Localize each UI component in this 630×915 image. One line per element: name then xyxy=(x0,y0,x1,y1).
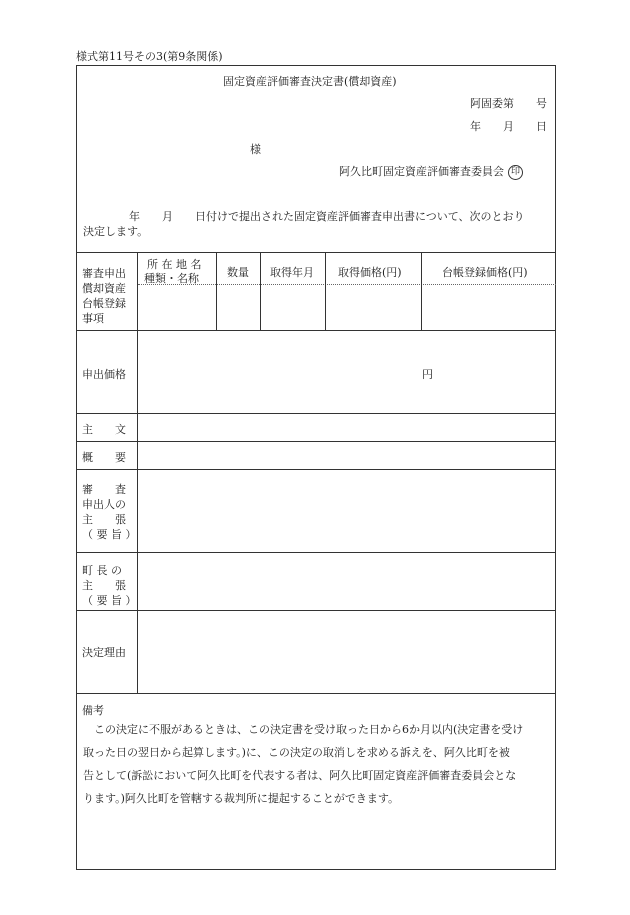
form-number: 様式第11号その3(第9条関係) xyxy=(76,50,223,63)
addressee-suffix: 様 xyxy=(250,143,261,156)
intro-line-1: 年 月 日付けで提出された固定資産評価審査申出書について、次のとおり xyxy=(129,210,525,223)
rule-summary-bottom xyxy=(76,469,556,470)
rule-col-location xyxy=(216,252,217,330)
label-claim-line1: 審 査 xyxy=(82,483,126,496)
header-acquired-date: 取得年月 xyxy=(270,266,314,279)
label-asset-line2: 償却資産 xyxy=(82,282,126,295)
header-ledger-price: 台帳登録価格(円) xyxy=(442,266,528,279)
remarks-line: ります。)阿久比町を管轄する裁判所に提起することができます。 xyxy=(83,792,400,805)
remarks-line: 告として(訴訟において阿久比町を代表する者は、阿久比町固定資産評価審査委員会とな xyxy=(83,769,517,782)
rule-asset-top xyxy=(76,252,556,253)
seal-stamp: 印 xyxy=(508,165,523,180)
header-quantity: 数量 xyxy=(227,266,249,279)
rule-claim-bottom xyxy=(76,552,556,553)
header-acquired-price: 取得価格(円) xyxy=(338,266,402,279)
header-location-line2: 種類・名称 xyxy=(144,272,199,285)
label-mayor-line3: （ 要 旨 ） xyxy=(82,594,137,607)
label-decision-reason: 決定理由 xyxy=(82,646,126,659)
rule-reason-bottom xyxy=(76,693,556,694)
label-asset-line3: 台帳登録 xyxy=(82,297,126,310)
label-asset-line1: 審査申出 xyxy=(82,267,126,280)
rule-col-quantity xyxy=(260,252,261,330)
remarks-line: 取った日の翌日から起算します。)に、この決定の取消しを求める訴えを、阿久比町を被 xyxy=(83,746,510,759)
label-summary: 概 要 xyxy=(82,451,126,464)
rule-asset-bottom xyxy=(76,330,556,331)
label-claim-line4: （ 要 旨 ） xyxy=(82,528,137,541)
rule-label-column xyxy=(137,252,138,693)
label-mayor-line1: 町 長 の xyxy=(82,564,122,577)
label-main-text: 主 文 xyxy=(82,423,126,436)
rule-col-acquired xyxy=(325,252,326,330)
label-asset-line4: 事項 xyxy=(82,312,104,325)
rule-asset-dotted xyxy=(138,284,556,285)
document-title: 固定資産評価審査決定書(償却資産) xyxy=(223,75,397,88)
label-mayor-line2: 主 張 xyxy=(82,579,126,592)
label-claim-price: 申出価格 xyxy=(82,368,126,381)
yen-unit: 円 xyxy=(422,368,433,381)
rule-col-price xyxy=(421,252,422,330)
document-number: 阿固委第 号 xyxy=(470,97,547,110)
issuer-name: 阿久比町固定資産評価審査委員会 xyxy=(339,165,504,178)
document-date: 年 月 日 xyxy=(470,120,547,133)
label-claim-line3: 主 張 xyxy=(82,513,126,526)
rule-mayor-bottom xyxy=(76,610,556,611)
header-location-line1: 所 在 地 名 xyxy=(147,258,202,271)
label-claim-line2: 申出人の xyxy=(82,498,126,511)
intro-line-2: 決定します。 xyxy=(83,225,149,238)
issuer-line xyxy=(339,163,523,180)
remarks-title: 備考 xyxy=(82,704,104,717)
rule-main-bottom xyxy=(76,441,556,442)
remarks-line: この決定に不服があるときは、この決定書を受け取った日から6か月以内(決定書を受け xyxy=(83,723,524,736)
remarks-body xyxy=(83,718,551,810)
rule-price-bottom xyxy=(76,413,556,414)
